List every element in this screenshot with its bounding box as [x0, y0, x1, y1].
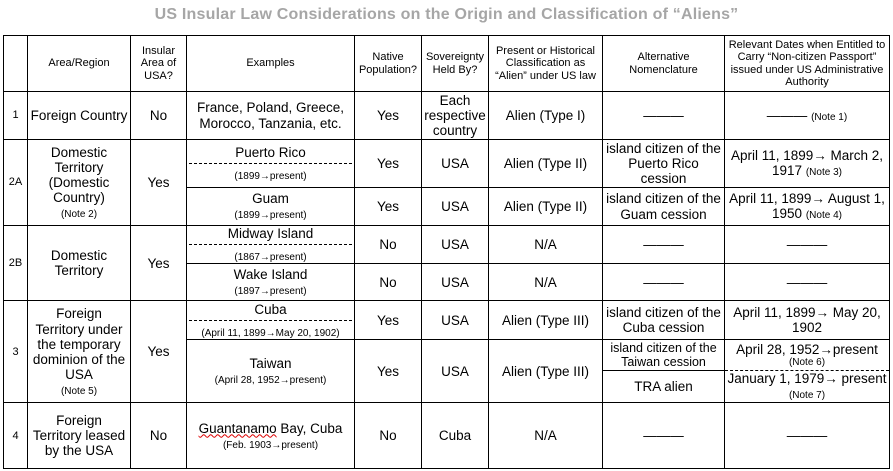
- example-cell: [187, 301, 355, 340]
- header-num: [4, 36, 28, 92]
- dates-text: April 28, 1952→present: [736, 342, 878, 358]
- example-cell: [187, 403, 355, 469]
- example-name-rest: Bay, Cuba: [276, 420, 343, 436]
- dates-cell: ―――: [725, 264, 890, 301]
- dates-text: ―――: [766, 107, 808, 123]
- nomenclature-cell: island citizen of the Guam cession: [603, 188, 725, 226]
- nomenclature-text: island citizen of the Taiwan cession: [603, 341, 724, 371]
- area-cell: Domestic Territory: [28, 226, 131, 301]
- header-classification: Present or Historical Classification as “Alien” under US law: [489, 36, 603, 92]
- note-ref: (Note 5): [60, 385, 98, 397]
- sovereignty-cell: Cuba: [422, 403, 489, 469]
- example-cell: [187, 188, 355, 226]
- header-nomenclature: Alternative Nomenclature: [603, 36, 725, 92]
- area-cell: [28, 140, 131, 226]
- note-ref: (Note 2): [60, 209, 98, 221]
- header-row: [4, 36, 890, 92]
- classification-cell: Alien (Type III): [489, 301, 603, 340]
- native-cell: Yes: [355, 188, 422, 226]
- dates-text: January 1, 1979→ present: [727, 371, 887, 387]
- row-number: 4: [4, 403, 28, 469]
- header-area: Area/Region: [28, 36, 131, 92]
- example-name: Taiwan: [249, 356, 292, 372]
- sovereignty-cell: USA: [422, 188, 489, 226]
- dates-text: April 11, 1899→ August 1, 1950: [729, 191, 885, 222]
- dates-text: April 11, 1899→ March 2, 1917: [730, 148, 884, 179]
- native-cell: No: [355, 403, 422, 469]
- table-row: [4, 403, 890, 469]
- native-cell: Yes: [355, 92, 422, 140]
- classification-cell: Alien (Type I): [489, 92, 603, 140]
- native-cell: Yes: [355, 340, 422, 403]
- classification-cell: Alien (Type II): [489, 140, 603, 188]
- native-cell: No: [355, 264, 422, 301]
- dates-cell: ―――: [725, 226, 890, 264]
- example-cell: [187, 340, 355, 403]
- example-period: (1897→present): [234, 286, 307, 298]
- nomenclature-cell: ―――: [603, 264, 725, 301]
- example-name: Guantanamo: [198, 420, 277, 436]
- example-period: (April 28, 1952→present): [214, 375, 327, 387]
- nomenclature-text: TRA alien: [634, 378, 693, 394]
- row-number: 2A: [4, 140, 28, 226]
- nomenclature-cell: ―――: [603, 403, 725, 469]
- nomenclature-cell: island citizen of the Cuba cession: [603, 301, 725, 340]
- example-name: Cuba: [254, 301, 287, 317]
- classification-cell: N/A: [489, 403, 603, 469]
- nomenclature-cell: [603, 340, 725, 403]
- example-name: Puerto Rico: [235, 144, 306, 160]
- example-period: (1867→present): [234, 252, 307, 264]
- insular-cell: Yes: [131, 140, 187, 226]
- area-cell: Foreign Country: [28, 92, 131, 140]
- example-cell: [187, 226, 355, 264]
- native-cell: No: [355, 226, 422, 264]
- note-ref: (Note 6): [788, 357, 826, 369]
- table-row: [4, 301, 890, 340]
- sovereignty-cell: USA: [422, 340, 489, 403]
- note-ref: (Note 4): [805, 210, 842, 222]
- example-period: (Feb. 1903→present): [222, 439, 319, 451]
- dates-cell: [725, 340, 890, 403]
- sovereignty-cell: Each respective country: [422, 92, 489, 140]
- native-cell: Yes: [355, 301, 422, 340]
- sovereignty-cell: USA: [422, 264, 489, 301]
- insular-cell: Yes: [131, 301, 187, 403]
- alien-classification-table: [3, 35, 890, 469]
- dates-cell: [725, 188, 890, 226]
- example-period: (April 11, 1899→May 20, 1902): [201, 327, 340, 339]
- row-number: 2B: [4, 226, 28, 301]
- sovereignty-cell: USA: [422, 140, 489, 188]
- example-name: Midway Island: [227, 226, 314, 241]
- classification-cell: Alien (Type III): [489, 340, 603, 403]
- row-number: 3: [4, 301, 28, 403]
- nomenclature-cell: island citizen of the Puerto Rico cession: [603, 140, 725, 188]
- dates-cell: ―――: [725, 403, 890, 469]
- example-name: Guam: [252, 191, 289, 207]
- insular-cell: No: [131, 92, 187, 140]
- example-cell: France, Poland, Greece, Morocco, Tanzania, etc.: [187, 92, 355, 140]
- area-text: Foreign Territory under the temporary dominion of the USA: [32, 306, 126, 382]
- classification-cell: N/A: [489, 226, 603, 264]
- table-row: [4, 226, 890, 264]
- example-cell: [187, 264, 355, 301]
- header-sovereignty: Sovereignty Held By?: [422, 36, 489, 92]
- header-examples: Examples: [187, 36, 355, 92]
- area-text: Domestic Territory (Domestic Country): [48, 144, 110, 206]
- table-row: [4, 92, 890, 140]
- classification-cell: Alien (Type II): [489, 188, 603, 226]
- dates-cell: [725, 140, 890, 188]
- table-row: [4, 140, 890, 188]
- note-ref: (Note 3): [805, 167, 842, 179]
- row-number: 1: [4, 92, 28, 140]
- area-cell: Foreign Territory leased by the USA: [28, 403, 131, 469]
- header-native: Native Population?: [355, 36, 422, 92]
- sovereignty-cell: USA: [422, 301, 489, 340]
- area-cell: [28, 301, 131, 403]
- nomenclature-cell: ―――: [603, 226, 725, 264]
- header-insular: Insular Area of USA?: [131, 36, 187, 92]
- dates-cell: April 11, 1899→ May 20, 1902: [725, 301, 890, 340]
- native-cell: Yes: [355, 140, 422, 188]
- insular-cell: No: [131, 403, 187, 469]
- dates-cell: [725, 92, 890, 140]
- example-period: (1899→present): [234, 210, 307, 222]
- example-name: Wake Island: [233, 267, 308, 283]
- example-period: (1899→present): [234, 170, 307, 182]
- sovereignty-cell: USA: [422, 226, 489, 264]
- example-cell: [187, 140, 355, 188]
- note-ref: (Note 7): [788, 390, 826, 402]
- page-title: US Insular Law Considerations on the Origin and Classification of “Aliens”: [154, 6, 739, 23]
- header-dates: Relevant Dates when Entitled to Carry “Non-citizen Passport” issued under US Administrative Authority: [725, 36, 890, 92]
- note-ref: (Note 1): [811, 111, 848, 123]
- insular-cell: Yes: [131, 226, 187, 301]
- classification-cell: N/A: [489, 264, 603, 301]
- nomenclature-cell: ―――: [603, 92, 725, 140]
